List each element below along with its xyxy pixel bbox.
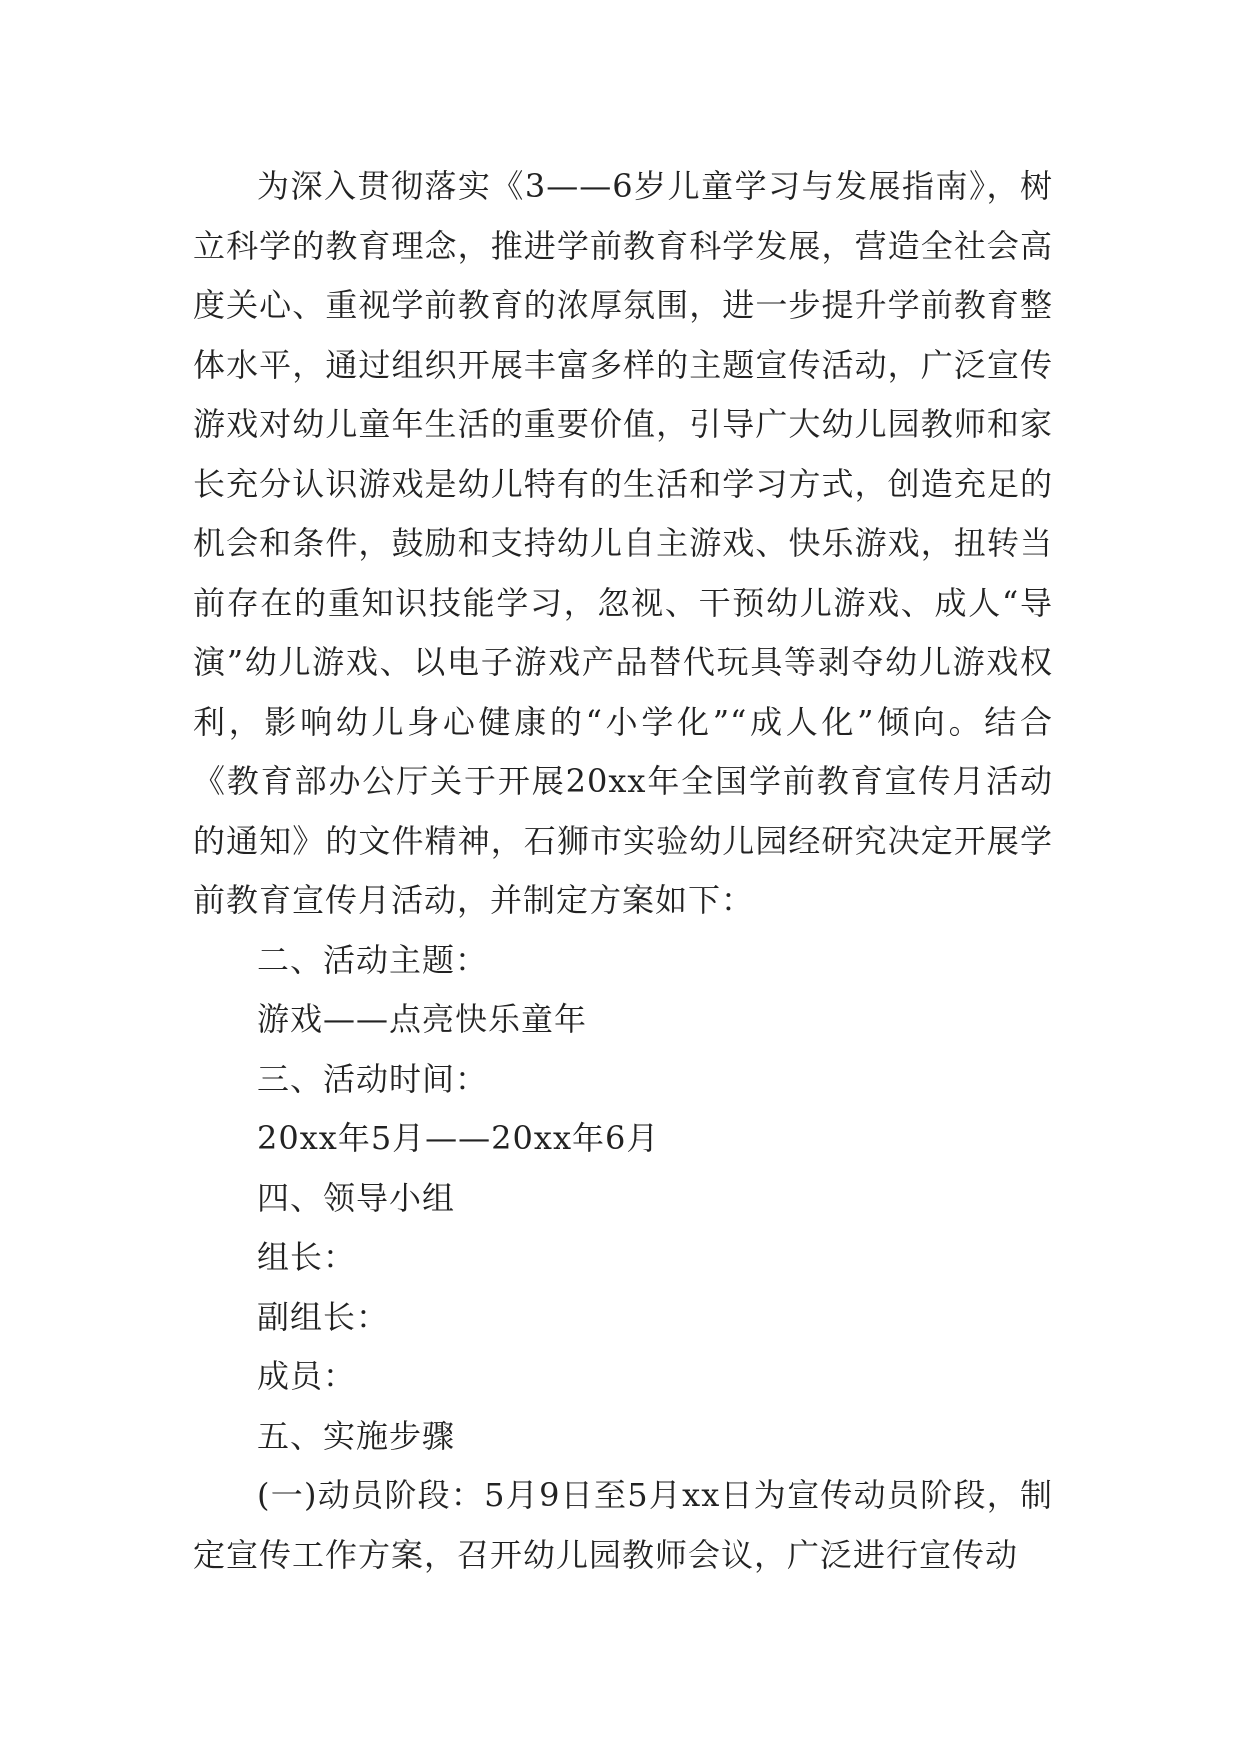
section-4-heading: 四、领导小组 (257, 1178, 456, 1217)
intro-paragraph: 为深入贯彻落实《3——6岁儿童学习与发展指南》，树立科学的教育理念，推进学前教育科学发展，营造全社会高度关心、重视学前教育的浓厚氛围，进一步提升学前教育整体水平，通过组织开展丰富多样的主题宣传活动，广泛宣传游戏对幼儿童年生活的重要价值，引导广大幼儿园教师和家长充分认识游戏是幼儿特有的生活和学习方式，创造充足的机会和条件，鼓励和支持幼儿自主游戏、快乐游戏，扭转当前存在的重知识技能学习，忽视、干预幼儿游戏、成人“导演”幼儿游戏、以电子游戏产品替代玩具等剥夺幼儿游戏权利，影响幼儿身心健康的“小学化”“成人化”倾向。结合《教育部办公厅关于开展20xx年全国学前教育宣传月活动的通知》的文件精神，石狮市实验幼儿园经研究决定开展学前教育宣传月活动，并制定方案如下： (193, 167, 1053, 919)
document-body (193, 157, 1053, 1585)
deputy-leader-label: 副组长： (257, 1297, 390, 1336)
members-label: 成员： (257, 1357, 357, 1395)
section-3-content: 20xx年5月——20xx年6月 (257, 1119, 660, 1157)
section-5-heading: 五、实施步骤 (257, 1416, 456, 1455)
section-2-heading: 二、活动主题： (257, 940, 489, 979)
leader-label: 组长： (257, 1238, 357, 1276)
section-3-heading: 三、活动时间： (257, 1059, 489, 1098)
step-1-paragraph: (一)动员阶段：5月9日至5月xx日为宣传动员阶段，制定宣传工作方案，召开幼儿园教师会议，广泛进行宣传动 (193, 1476, 1053, 1574)
section-2-content: 游戏——点亮快乐童年 (257, 1000, 588, 1038)
